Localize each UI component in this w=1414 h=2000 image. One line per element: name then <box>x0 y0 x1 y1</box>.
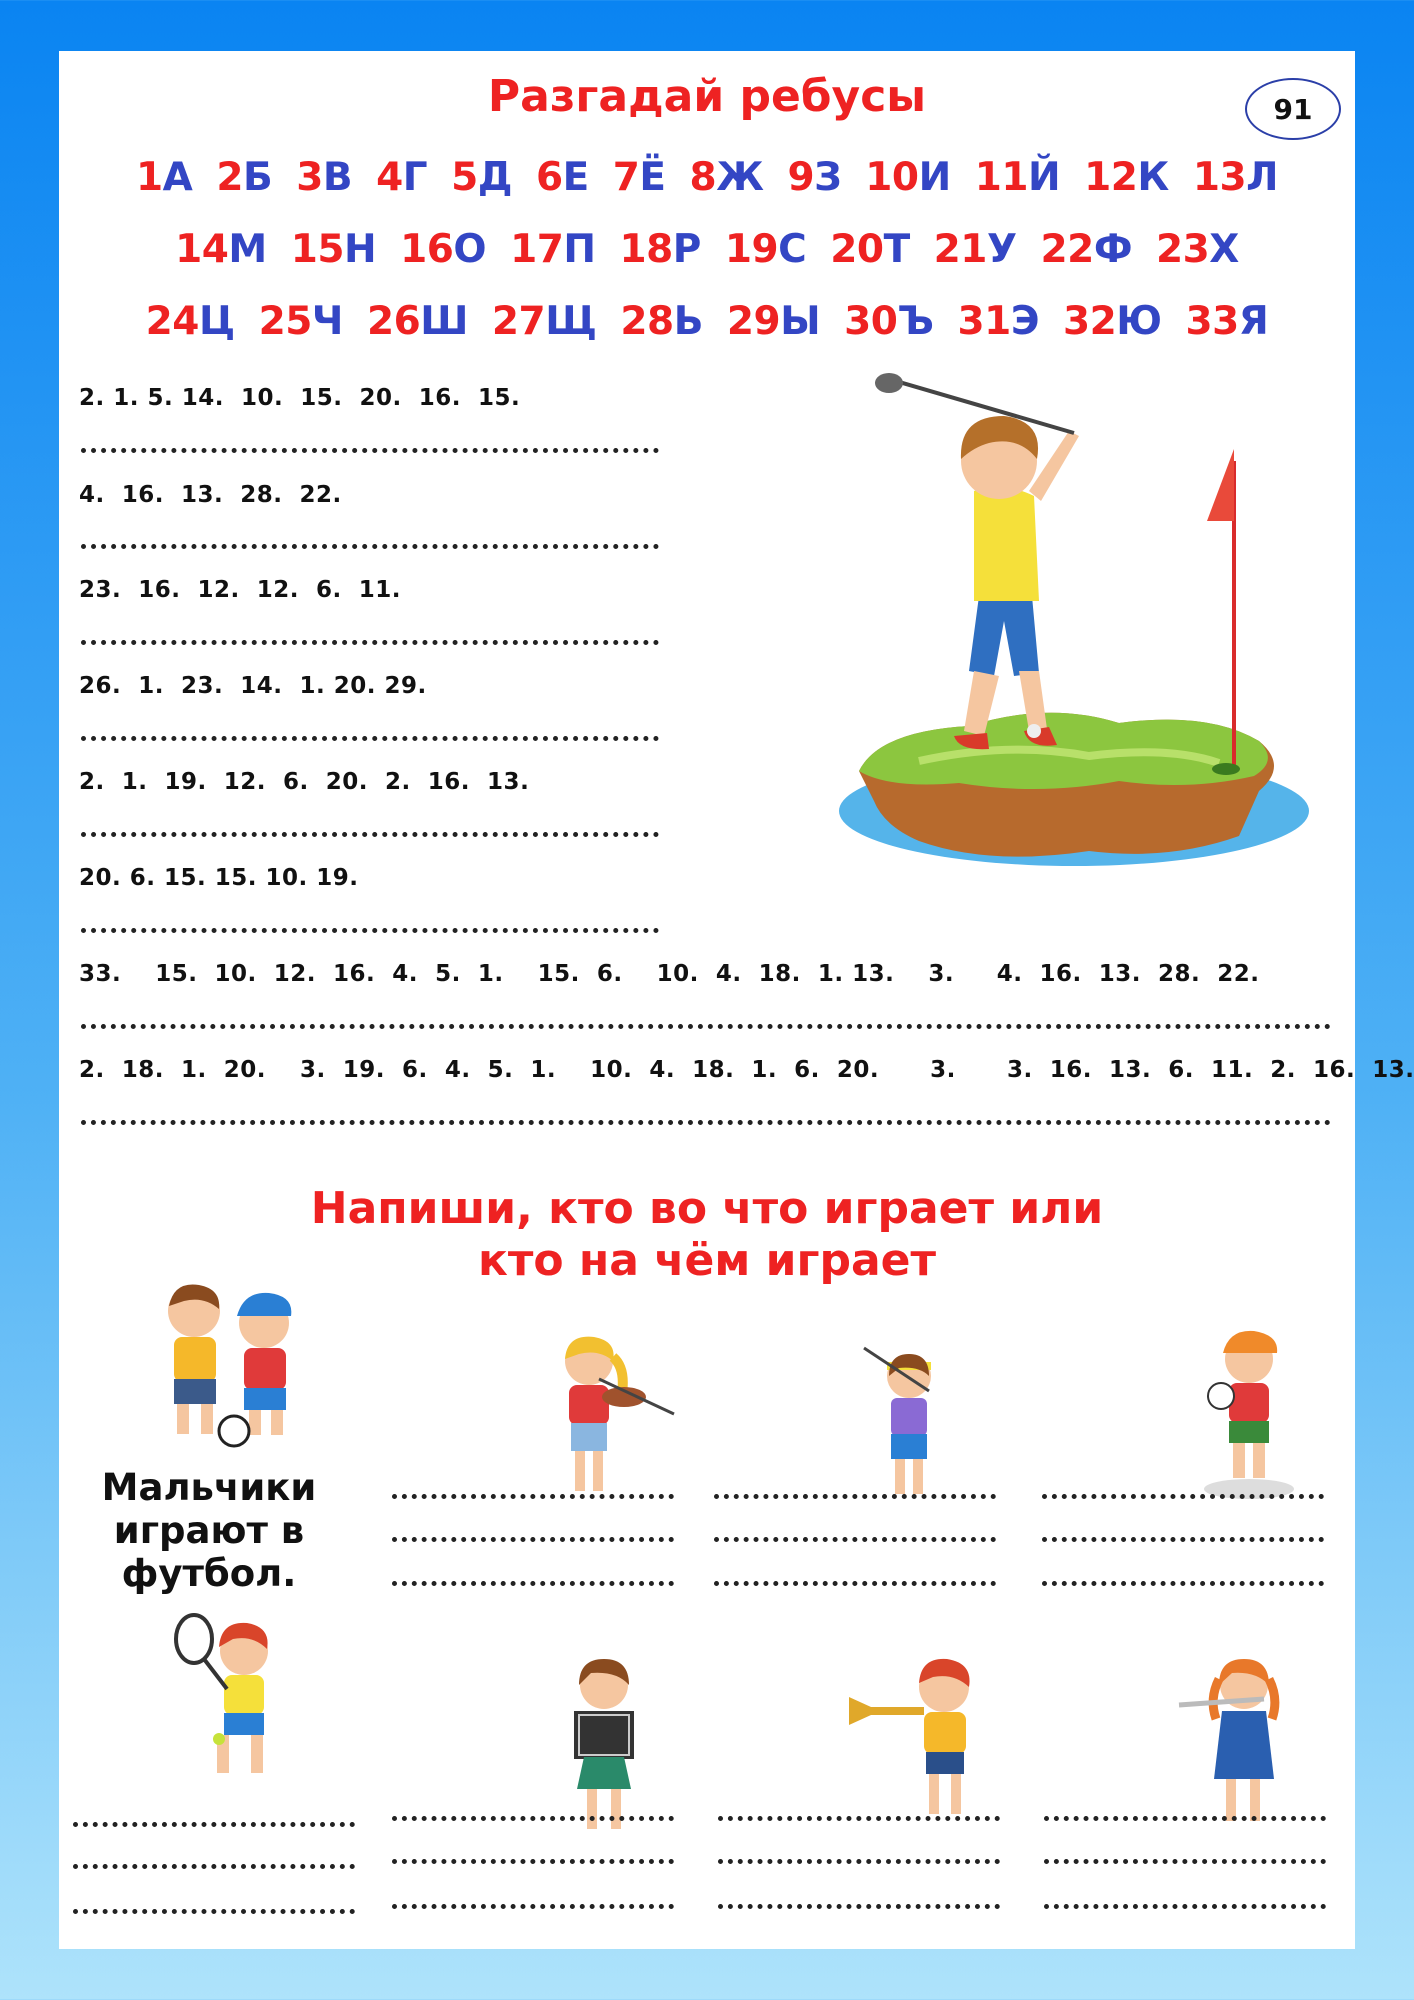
answer-golf-line-1[interactable] <box>714 1494 996 1499</box>
alphabet-number: 19 <box>724 227 779 272</box>
alphabet-number: 33 <box>1185 299 1239 344</box>
alphabet-letter: Ш <box>420 299 468 344</box>
alphabet-letter: Ю <box>1116 299 1162 344</box>
alphabet-number: 24 <box>145 299 199 344</box>
answer-volleyball-line-1[interactable] <box>1042 1494 1324 1499</box>
answer-line-6[interactable] <box>81 928 659 933</box>
alphabet-number: 25 <box>258 299 312 344</box>
answer-accordion-line-2[interactable] <box>392 1859 674 1864</box>
alphabet-number: 2 <box>216 155 243 200</box>
example-answer-line-3: футбол. <box>121 1552 297 1595</box>
alphabet-cell <box>296 155 352 200</box>
answer-line-4[interactable] <box>81 736 659 741</box>
alphabet-cell <box>451 155 512 200</box>
alphabet-letter: Ф <box>1093 227 1132 272</box>
answer-violin-line-2[interactable] <box>392 1537 674 1542</box>
alphabet-letter: Ь <box>673 299 703 344</box>
alphabet-letter: А <box>162 155 193 200</box>
alphabet-number: 9 <box>787 155 815 200</box>
alphabet-letter: Ч <box>311 299 343 344</box>
alphabet-cell <box>146 299 235 344</box>
answer-trumpet-line-1[interactable] <box>718 1816 1000 1821</box>
alphabet-number: 23 <box>1156 227 1210 272</box>
alphabet-letter: Щ <box>545 299 597 344</box>
code-line-8: 2. 18. 1. 20. 3. 19. 6. 4. 5. 1. 10. 4. 18. 1. 6. 20. 3. 3. 16. 13. 6. 11. 2. 16. 13. <box>79 1057 1414 1083</box>
example-answer <box>99 1466 319 1595</box>
code-line-2: 4. 16. 13. 28. 22. <box>79 482 342 508</box>
code-line-5: 2. 1. 19. 12. 6. 20. 2. 16. 13. <box>79 769 530 795</box>
alphabet-cell <box>975 155 1060 200</box>
answer-violin-line-1[interactable] <box>392 1494 674 1499</box>
alphabet-cell <box>216 155 272 200</box>
alphabet-cell <box>291 227 376 272</box>
code-line-1: 2. 1. 5. 14. 10. 15. 20. 16. 15. <box>79 385 521 411</box>
boys-football-illustration <box>139 1271 319 1451</box>
answer-accordion-line-3[interactable] <box>392 1904 674 1909</box>
task-title-line-1: Напиши, кто во что играет или <box>310 1183 1104 1234</box>
alphabet-row-3 <box>59 299 1355 344</box>
alphabet-letter: О <box>453 227 487 272</box>
alphabet-letter: Ы <box>780 299 821 344</box>
alphabet-number: 20 <box>830 227 884 272</box>
answer-flute-line-3[interactable] <box>1044 1904 1326 1909</box>
alphabet-cell <box>1186 299 1269 344</box>
alphabet-number: 31 <box>957 299 1011 344</box>
alphabet-number: 18 <box>619 227 673 272</box>
alphabet-number: 16 <box>400 227 454 272</box>
alphabet-number: 12 <box>1084 155 1138 200</box>
alphabet-number: 14 <box>175 227 229 272</box>
alphabet-number: 13 <box>1192 155 1247 200</box>
example-answer-line-2: играют в <box>113 1509 305 1552</box>
alphabet-letter: Н <box>344 227 377 272</box>
answer-tennis-line-1[interactable] <box>73 1822 355 1827</box>
alphabet-letter: Б <box>242 155 273 200</box>
alphabet-letter: Т <box>883 227 910 272</box>
alphabet-cell <box>259 299 343 344</box>
alphabet-number: 17 <box>510 227 564 272</box>
alphabet-number: 7 <box>612 155 640 200</box>
alphabet-number: 5 <box>451 155 478 200</box>
alphabet-number: 30 <box>844 299 898 344</box>
answer-trumpet-line-3[interactable] <box>718 1904 1000 1909</box>
answer-violin-line-3[interactable] <box>392 1581 674 1586</box>
alphabet-cell <box>367 299 468 344</box>
alphabet-letter: Д <box>477 155 512 200</box>
answer-line-1[interactable] <box>81 448 659 453</box>
alphabet-cell <box>725 227 806 272</box>
alphabet-cell <box>136 155 192 200</box>
answer-line-7[interactable] <box>81 1024 1331 1029</box>
alphabet-cell <box>400 227 486 272</box>
alphabet-row-2 <box>59 227 1355 272</box>
alphabet-number: 32 <box>1062 299 1117 344</box>
answer-line-8[interactable] <box>81 1120 1331 1125</box>
boy-volleyball-illustration <box>1189 1321 1309 1501</box>
alphabet-letter: И <box>918 155 951 200</box>
alphabet-number: 21 <box>933 227 987 272</box>
task-title-line-2: кто на чём играет <box>477 1235 936 1286</box>
alphabet-number: 27 <box>491 299 546 344</box>
answer-flute-line-1[interactable] <box>1044 1816 1326 1821</box>
alphabet-cell <box>1193 155 1278 200</box>
alphabet-cell <box>830 227 909 272</box>
alphabet-letter: Л <box>1246 155 1278 200</box>
alphabet-letter: Ц <box>198 299 235 344</box>
alphabet-number: 1 <box>136 155 163 200</box>
alphabet-cell <box>958 299 1039 344</box>
answer-line-3[interactable] <box>81 640 659 645</box>
girl-violin-illustration <box>529 1329 679 1504</box>
code-line-6: 20. 6. 15. 15. 10. 19. <box>79 865 359 891</box>
answer-golf-line-2[interactable] <box>714 1537 996 1542</box>
alphabet-number: 3 <box>296 155 323 200</box>
boy-tennis-illustration <box>149 1609 329 1789</box>
alphabet-letter: К <box>1137 155 1169 200</box>
alphabet-cell <box>1063 299 1162 344</box>
code-line-4: 26. 1. 23. 14. 1. 20. 29. <box>79 673 427 699</box>
alphabet-cell <box>620 227 701 272</box>
rebus-title: Разгадай ребусы <box>487 71 927 122</box>
alphabet-letter: П <box>563 227 596 272</box>
alphabet-cell <box>536 155 589 200</box>
alphabet-cell <box>175 227 267 272</box>
alphabet-letter: Я <box>1238 299 1269 344</box>
alphabet-number: 29 <box>726 299 781 344</box>
alphabet-letter: Э <box>1010 299 1039 344</box>
alphabet-number: 4 <box>376 155 403 200</box>
answer-line-5[interactable] <box>81 832 659 837</box>
alphabet-cell <box>1041 227 1132 272</box>
page-number: 91 <box>1245 78 1341 140</box>
alphabet-cell <box>613 155 666 200</box>
alphabet-number: 26 <box>366 299 421 344</box>
alphabet-letter: С <box>778 227 807 272</box>
alphabet-cell <box>865 155 950 200</box>
alphabet-cell <box>1084 155 1169 200</box>
alphabet-cell <box>690 155 764 200</box>
alphabet-letter: З <box>814 155 842 200</box>
golfer-illustration <box>789 371 1349 931</box>
alphabet-letter: Ъ <box>897 299 934 344</box>
alphabet-number: 15 <box>290 227 344 272</box>
alphabet-letter: Р <box>672 227 701 272</box>
alphabet-cell <box>1156 227 1239 272</box>
alphabet-letter: У <box>986 227 1017 272</box>
alphabet-number: 28 <box>620 299 674 344</box>
alphabet-row-1 <box>59 155 1355 200</box>
girl-accordion-illustration <box>549 1649 659 1839</box>
alphabet-letter: В <box>322 155 353 200</box>
code-line-7: 33. 15. 10. 12. 16. 4. 5. 1. 15. 6. 10. 4. 18. 1. 13. 3. 4. 16. 13. 28. 22. <box>79 961 1260 987</box>
answer-golf-line-3[interactable] <box>714 1581 996 1586</box>
alphabet-letter: Е <box>562 155 589 200</box>
answer-volleyball-line-2[interactable] <box>1042 1537 1324 1542</box>
answer-accordion-line-1[interactable] <box>392 1816 674 1821</box>
answer-tennis-line-2[interactable] <box>73 1864 355 1869</box>
alphabet-letter: Г <box>402 155 428 200</box>
alphabet-cell <box>727 299 820 344</box>
boy-golf-illustration <box>849 1336 979 1506</box>
alphabet-number: 8 <box>689 155 717 200</box>
alphabet-cell <box>844 299 933 344</box>
alphabet-cell <box>510 227 595 272</box>
example-answer-line-1: Мальчики <box>101 1466 317 1509</box>
worksheet <box>59 51 1414 1949</box>
alphabet-cell <box>492 299 596 344</box>
alphabet-number: 22 <box>1040 227 1094 272</box>
alphabet-letter: Ж <box>716 155 764 200</box>
alphabet-letter: М <box>228 227 267 272</box>
answer-trumpet-line-2[interactable] <box>718 1859 1000 1864</box>
alphabet-letter: Ё <box>639 155 666 200</box>
alphabet-cell <box>934 227 1017 272</box>
code-line-3: 23. 16. 12. 12. 6. 11. <box>79 577 402 603</box>
alphabet-number: 11 <box>974 155 1028 200</box>
alphabet-number: 6 <box>535 155 563 200</box>
alphabet-number: 10 <box>865 155 919 200</box>
boy-trumpet-illustration <box>849 1649 999 1829</box>
girl-flute-illustration <box>1174 1649 1304 1839</box>
answer-tennis-line-3[interactable] <box>73 1909 355 1914</box>
answer-flute-line-2[interactable] <box>1044 1859 1326 1864</box>
alphabet-cell <box>787 155 841 200</box>
alphabet-cell <box>620 299 703 344</box>
answer-volleyball-line-3[interactable] <box>1042 1581 1324 1586</box>
alphabet-letter: Й <box>1028 155 1061 200</box>
alphabet-letter: Х <box>1209 227 1239 272</box>
answer-line-2[interactable] <box>81 544 659 549</box>
alphabet-cell <box>376 155 427 200</box>
